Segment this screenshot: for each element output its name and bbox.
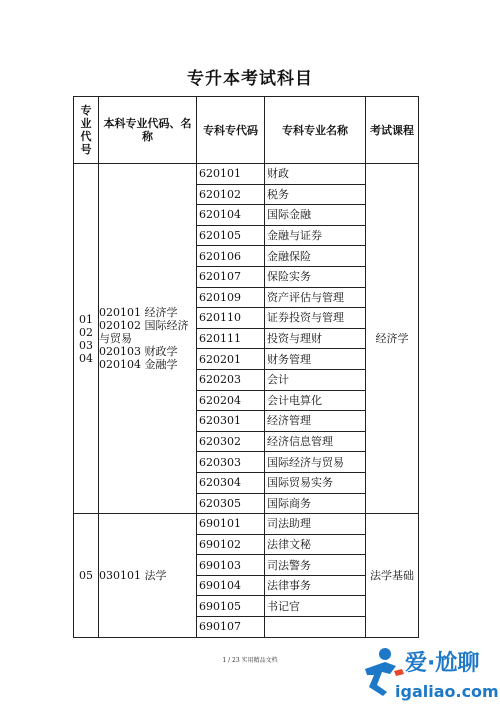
college-major-code: 690103 [197, 555, 265, 576]
college-major-code: 620105 [197, 225, 265, 246]
college-major-code: 620304 [197, 472, 265, 493]
header-exam-course: 考试课程 [366, 97, 419, 164]
college-major-code: 620204 [197, 390, 265, 411]
header-major-code-char: 代 [80, 130, 92, 143]
college-major-code: 620107 [197, 266, 265, 287]
header-college-code: 专科专代码 [197, 97, 265, 164]
college-major-code: 690101 [197, 514, 265, 535]
college-major-name: 经济信息管理 [265, 431, 366, 452]
bachelor-major-cell [99, 164, 197, 514]
college-major-name: 会计电算化 [265, 390, 366, 411]
exam-course: 法学基础 [366, 514, 419, 638]
college-major-name: 资产评估与管理 [265, 287, 366, 308]
college-major-name: 法律文秘 [265, 534, 366, 555]
college-major-name: 会计 [265, 369, 366, 390]
college-major-code: 620303 [197, 452, 265, 473]
table-row [74, 514, 419, 535]
college-major-code: 690104 [197, 575, 265, 596]
major-code-cell [74, 164, 99, 514]
watermark-brand-text: 爱·尬聊 [405, 651, 480, 676]
college-major-code: 620301 [197, 411, 265, 432]
college-major-name [265, 617, 366, 638]
watermark-url-text: igaliao.com [395, 682, 499, 701]
bachelor-major-line: 020103 财政学 [99, 345, 178, 359]
major-code: 01 [79, 312, 93, 326]
header-bachelor-major: 本科专业代码、名称 [99, 97, 197, 164]
major-code: 02 [79, 325, 93, 339]
college-major-name: 税务 [265, 184, 366, 205]
college-major-name: 司法助理 [265, 514, 366, 535]
college-major-code: 620110 [197, 308, 265, 329]
bachelor-major-cell [99, 514, 197, 638]
exam-subjects-table [73, 96, 419, 638]
college-major-name: 财务管理 [265, 349, 366, 370]
igaliao-watermark-logo [355, 635, 500, 707]
college-major-name: 证券投资与管理 [265, 308, 366, 329]
bachelor-major-line: 与贸易 [99, 332, 132, 346]
college-major-name: 投资与理财 [265, 328, 366, 349]
college-major-name: 司法警务 [265, 555, 366, 576]
college-major-name: 金融保险 [265, 246, 366, 267]
college-major-name: 书记官 [265, 596, 366, 617]
college-major-name: 经济管理 [265, 411, 366, 432]
page-footer: 1 / 23 实用精品文档 [222, 657, 278, 664]
major-code: 04 [79, 351, 93, 365]
college-major-code: 620203 [197, 369, 265, 390]
college-major-name: 保险实务 [265, 266, 366, 287]
college-major-code: 620111 [197, 328, 265, 349]
bachelor-major-line: 020101 经济学 [99, 306, 178, 320]
college-major-name: 金融与证券 [265, 225, 366, 246]
college-major-name: 国际金融 [265, 205, 366, 226]
college-major-code: 620104 [197, 205, 265, 226]
college-major-name: 国际经济与贸易 [265, 452, 366, 473]
header-major-code-char: 号 [80, 143, 92, 156]
college-major-code: 690102 [197, 534, 265, 555]
college-major-code: 620305 [197, 493, 265, 514]
exam-course: 经济学 [366, 164, 419, 514]
college-major-code: 690107 [197, 617, 265, 638]
college-major-code: 620102 [197, 184, 265, 205]
header-major-code-char: 专 [80, 104, 92, 117]
college-major-code: 620201 [197, 349, 265, 370]
header-major-code-char: 业 [80, 117, 92, 130]
document-title: 专升本考试科目 [187, 69, 313, 89]
college-major-code: 620109 [197, 287, 265, 308]
college-major-code: 620101 [197, 164, 265, 185]
college-major-name: 法律事务 [265, 575, 366, 596]
college-major-code: 690105 [197, 596, 265, 617]
major-code: 03 [79, 338, 93, 352]
bachelor-major-line: 020104 金融学 [99, 358, 178, 372]
major-code-cell [74, 514, 99, 638]
major-code: 05 [79, 568, 93, 582]
bachelor-major-line: 030101 法学 [99, 568, 167, 582]
bachelor-major-line: 020102 国际经济 [99, 319, 189, 333]
table-row [74, 164, 419, 185]
college-major-name: 财政 [265, 164, 366, 185]
college-major-code: 620106 [197, 246, 265, 267]
header-major-code [74, 97, 99, 164]
table-header-row [74, 97, 419, 164]
header-college-name: 专科专业名称 [265, 97, 366, 164]
college-major-code: 620302 [197, 431, 265, 452]
college-major-name: 国际贸易实务 [265, 472, 366, 493]
college-major-name: 国际商务 [265, 493, 366, 514]
